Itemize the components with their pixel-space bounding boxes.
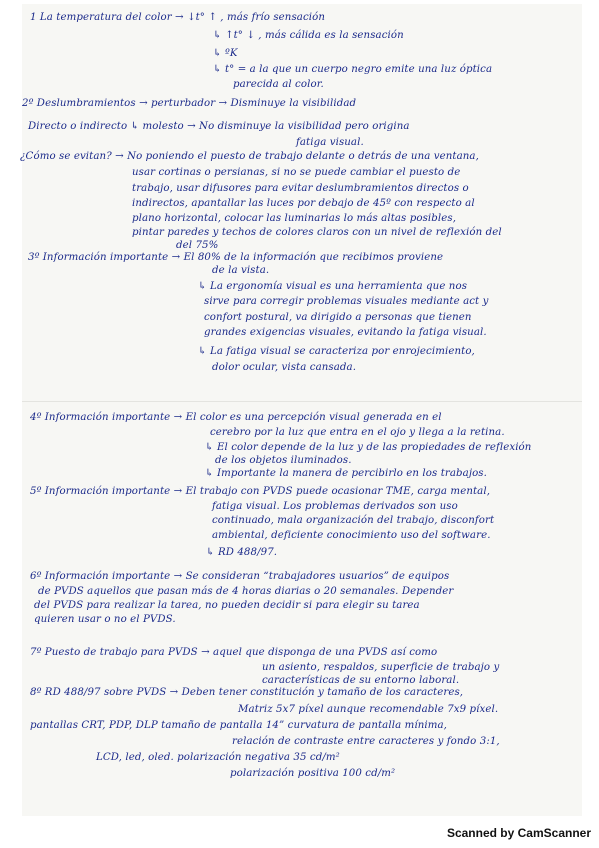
note-line: 5º Información importante → El trabajo con PVDS puede ocasionar TME, carga mental, <box>30 486 491 497</box>
note-line: pantallas CRT, PDP, DLP tamaño de pantalla 14” curvatura de pantalla mínima, <box>30 720 447 731</box>
note-line: de PVDS aquellos que pasan más de 4 horas diarias o 20 semanales. Depender <box>38 586 454 597</box>
note-line: ↳ La ergonomía visual es una herramienta que nos <box>198 281 468 292</box>
note-line: 6º Información importante → Se consideran “trabajadores usuarios” de equipos <box>30 571 450 582</box>
note-line: ambiental, deficiente conocimiento uso del software. <box>212 530 491 541</box>
note-line: ↳ ↑t° ↓ , más cálida es la sensación <box>213 30 404 41</box>
note-line: indirectos, apantallar las luces por debajo de 45º con respecto al <box>132 198 475 209</box>
note-line: 2º Deslumbramientos → perturbador → Disminuye la visibilidad <box>22 98 357 109</box>
note-line: ↳ t° = a la que un cuerpo negro emite una luz óptica <box>213 64 493 75</box>
note-line: ¿Cómo se evitan? → No poniendo el puesto de trabajo delante o detrás de una ventana, <box>20 151 479 162</box>
note-line: características de su entorno laboral. <box>262 675 460 686</box>
note-line: del PVDS para realizar la tarea, no pueden decidir si para elegir su tarea <box>34 600 420 611</box>
note-line: parecida al color. <box>233 79 324 90</box>
note-line: 3º Información importante → El 80% de la información que recibimos proviene <box>28 252 444 263</box>
note-line: dolor ocular, vista cansada. <box>212 362 357 373</box>
note-line: ↳ RD 488/97. <box>206 547 278 558</box>
note-line: LCD, led, oled. polarización negativa 35 cd/m² <box>96 752 340 763</box>
note-line: confort postural, va dirigido a personas que tienen <box>204 312 472 323</box>
page-divider <box>22 401 582 402</box>
note-line: Directo o indirecto ↳ molesto → No disminuye la visibilidad pero origina <box>28 121 410 132</box>
note-line: cerebro por la luz que entra en el ojo y llega a la retina. <box>210 427 505 438</box>
note-line: ↳ ºK <box>213 48 238 59</box>
note-line: 1 La temperatura del color → ↓t° ↑ , más frío sensación <box>30 12 326 23</box>
note-line: relación de contraste entre caracteres y fondo 3:1, <box>232 736 500 747</box>
note-line: plano horizontal, colocar las luminarias lo más altas posibles, <box>132 213 457 224</box>
note-line: 7º Puesto de trabajo para PVDS → aquel que disponga de una PVDS así como <box>30 647 438 658</box>
note-line: un asiento, respaldos, superficie de trabajo y <box>262 662 500 673</box>
note-line: pintar paredes y techos de colores claros con un nivel de reflexión del <box>132 227 502 238</box>
note-line: ↳ Importante la manera de percibirlo en los trabajos. <box>205 468 487 479</box>
note-line: fatiga visual. <box>296 137 364 148</box>
note-line: ↳ El color depende de la luz y de las propiedades de reflexión <box>205 442 532 453</box>
note-line: del 75% <box>176 240 219 251</box>
camscanner-watermark: Scanned by CamScanner <box>446 826 591 840</box>
note-line: polarización positiva 100 cd/m² <box>230 768 396 779</box>
note-line: fatiga visual. Los problemas derivados son uso <box>212 501 458 512</box>
note-line: de los objetos iluminados. <box>215 455 352 466</box>
note-line: quieren usar o no el PVDS. <box>34 614 176 625</box>
note-line: continuado, mala organización del trabajo, disconfort <box>212 515 495 526</box>
note-line: ↳ La fatiga visual se caracteriza por enrojecimiento, <box>198 346 475 357</box>
note-line: 4º Información importante → El color es una percepción visual generada en el <box>30 412 442 423</box>
note-line: 8º RD 488/97 sobre PVDS → Deben tener constitución y tamaño de los caracteres, <box>30 687 464 698</box>
note-line: de la vista. <box>212 265 270 276</box>
note-line: Matriz 5x7 píxel aunque recomendable 7x9 píxel. <box>238 704 499 715</box>
note-line: grandes exigencias visuales, evitando la fatiga visual. <box>204 327 487 338</box>
note-line: usar cortinas o persianas, si no se puede cambiar el puesto de <box>132 167 461 178</box>
note-line: sirve para corregir problemas visuales mediante act y <box>204 296 489 307</box>
note-line: trabajo, usar difusores para evitar deslumbramientos directos o <box>132 183 469 194</box>
